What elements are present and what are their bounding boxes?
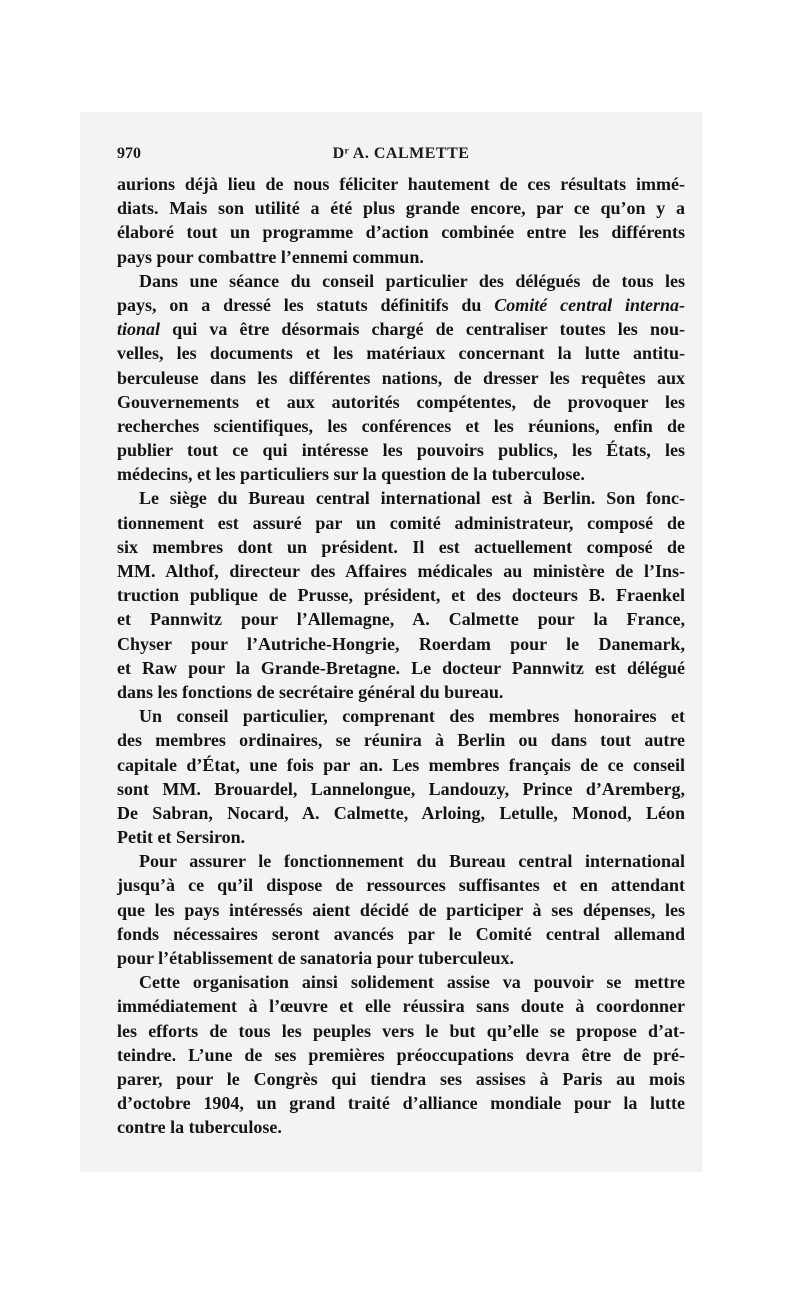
text-line	[117, 414, 685, 438]
text-line	[117, 777, 685, 801]
line-text: immédiatement à l’œuvre et elle réussira sans doute à coordonner	[117, 996, 685, 1017]
line-text: parer, pour le Congrès qui tiendra ses assises à Paris au mois	[117, 1068, 685, 1089]
text-line	[117, 922, 685, 946]
text-line	[117, 656, 685, 680]
text-line	[117, 1115, 685, 1139]
text-line	[117, 535, 685, 559]
line-text: qui va être désormais chargé de centraliser toutes les nou-	[160, 319, 685, 340]
line-text: truction publique de Prusse, président, et des docteurs B. Fraenkel	[117, 585, 685, 606]
text-line	[117, 269, 685, 293]
page-header	[117, 145, 685, 167]
line-text: velles, les documents et les matériaux concernant la lutte antitu-	[117, 343, 685, 364]
line-text: pays, on a dressé les statuts définitifs du	[117, 294, 495, 315]
text-line	[117, 1091, 685, 1115]
line-text: aurions déjà lieu de nous féliciter hautement de ces résultats immé-	[117, 174, 685, 194]
text-line	[117, 511, 685, 535]
text-line	[117, 801, 685, 825]
line-text: contre la tuberculose.	[117, 1117, 282, 1138]
text-line	[117, 873, 685, 897]
line-text: pour l’établissement de sanatoria pour tuberculeux.	[117, 948, 515, 968]
italic-title: Comité central interna-	[494, 294, 685, 315]
line-text: les efforts de tous les peuples vers le but qu’elle se propose d’at-	[117, 1020, 685, 1041]
line-text: berculeuse dans les différentes nations, de dresser les requêtes aux	[117, 367, 685, 388]
line-text: Chyser pour l’Autriche-Hongrie, Roerdam pour le Danemark,	[117, 633, 685, 654]
line-text: tionnement est assuré par un comité administrateur, composé de	[117, 512, 685, 533]
line-text: Petit et Sersiron.	[117, 827, 246, 848]
line-text: six membres dont un président. Il est actuellement composé de	[117, 536, 685, 557]
line-text: diats. Mais son utilité a été plus grande encore, par ce qu’on y a	[117, 198, 685, 219]
text-line	[117, 825, 685, 849]
line-text: De Sabran, Nocard, A. Calmette, Arloing, Letulle, Monod, Léon	[117, 802, 685, 823]
text-line	[117, 753, 685, 777]
text-line	[117, 293, 685, 317]
text-line	[117, 366, 685, 390]
line-text: Pour assurer le fonctionnement du Bureau central international	[139, 851, 685, 872]
line-text: recherches scientifiques, les conférences et les réunions, enfin de	[117, 415, 685, 436]
text-line	[117, 438, 685, 462]
text-line	[117, 172, 685, 196]
text-line	[117, 341, 685, 365]
text-line	[117, 849, 685, 873]
text-line	[117, 728, 685, 752]
text-line	[117, 317, 685, 341]
text-line	[117, 1067, 685, 1091]
text-line	[117, 196, 685, 220]
line-text: Le siège du Bureau central international est à Berlin. Son fonc-	[139, 488, 685, 509]
text-line	[117, 583, 685, 607]
text-line	[117, 559, 685, 583]
line-text: et Raw pour la Grande-Bretagne. Le docteur Pannwitz est délégué	[117, 657, 685, 678]
text-line	[117, 220, 685, 244]
page-number: 970	[117, 145, 141, 162]
text-line	[117, 486, 685, 510]
text-line	[117, 994, 685, 1018]
text-line	[117, 704, 685, 728]
text-line	[117, 946, 685, 970]
line-text: Dans une séance du conseil particulier des délégués de tous les	[139, 270, 685, 291]
text-line	[117, 898, 685, 922]
line-text: fonds nécessaires seront avancés par le Comité central allemand	[117, 923, 685, 944]
text-line	[117, 390, 685, 414]
line-text: sont MM. Brouardel, Lannelongue, Landouzy, Prince d’Aremberg,	[117, 778, 685, 799]
text-line	[117, 632, 685, 656]
line-text: et Pannwitz pour l’Allemagne, A. Calmette pour la France,	[117, 609, 685, 630]
line-text: que les pays intéressés aient décidé de participer à ses dépenses, les	[117, 899, 685, 920]
line-text: pays pour combattre l’ennemi commun.	[117, 246, 424, 267]
line-text: dans les fonctions de secrétaire général du bureau.	[117, 681, 504, 702]
line-text: d’octobre 1904, un grand traité d’alliance mondiale pour la lutte	[117, 1093, 685, 1114]
text-line	[117, 680, 685, 704]
text-line	[117, 1043, 685, 1067]
line-text: Cette organisation ainsi solidement assise va pouvoir se mettre	[139, 972, 685, 993]
line-text: des membres ordinaires, se réunira à Berlin ou dans tout autre	[117, 730, 685, 751]
text-line	[117, 245, 685, 269]
line-text: capitale d’État, une fois par an. Les membres français de ce conseil	[117, 754, 685, 775]
line-text: publier tout ce qui intéresse les pouvoirs publics, les États, les	[117, 440, 685, 461]
line-text: teindre. L’une de ses premières préoccupations devra être de pré-	[117, 1044, 685, 1065]
line-text: Un conseil particulier, comprenant des membres honoraires et	[139, 706, 685, 727]
running-head: Dʳ A. CALMETTE	[332, 145, 470, 162]
text-line	[117, 970, 685, 994]
text-line	[117, 462, 685, 486]
line-text: MM. Althof, directeur des Affaires médicales au ministère de l’Ins-	[117, 561, 685, 581]
line-text: élaboré tout un programme d’action combinée entre les différents	[117, 222, 685, 243]
text-line	[117, 607, 685, 631]
body-text	[117, 172, 685, 1140]
line-text: médecins, et les particuliers sur la question de la tuberculose.	[117, 464, 585, 485]
text-line	[117, 1019, 685, 1043]
line-text: Gouvernements et aux autorités compétentes, de provoquer les	[117, 391, 685, 412]
italic-title: tional	[117, 319, 161, 340]
line-text: jusqu’à ce qu’il dispose de ressources suffisantes et en attendant	[117, 875, 685, 896]
